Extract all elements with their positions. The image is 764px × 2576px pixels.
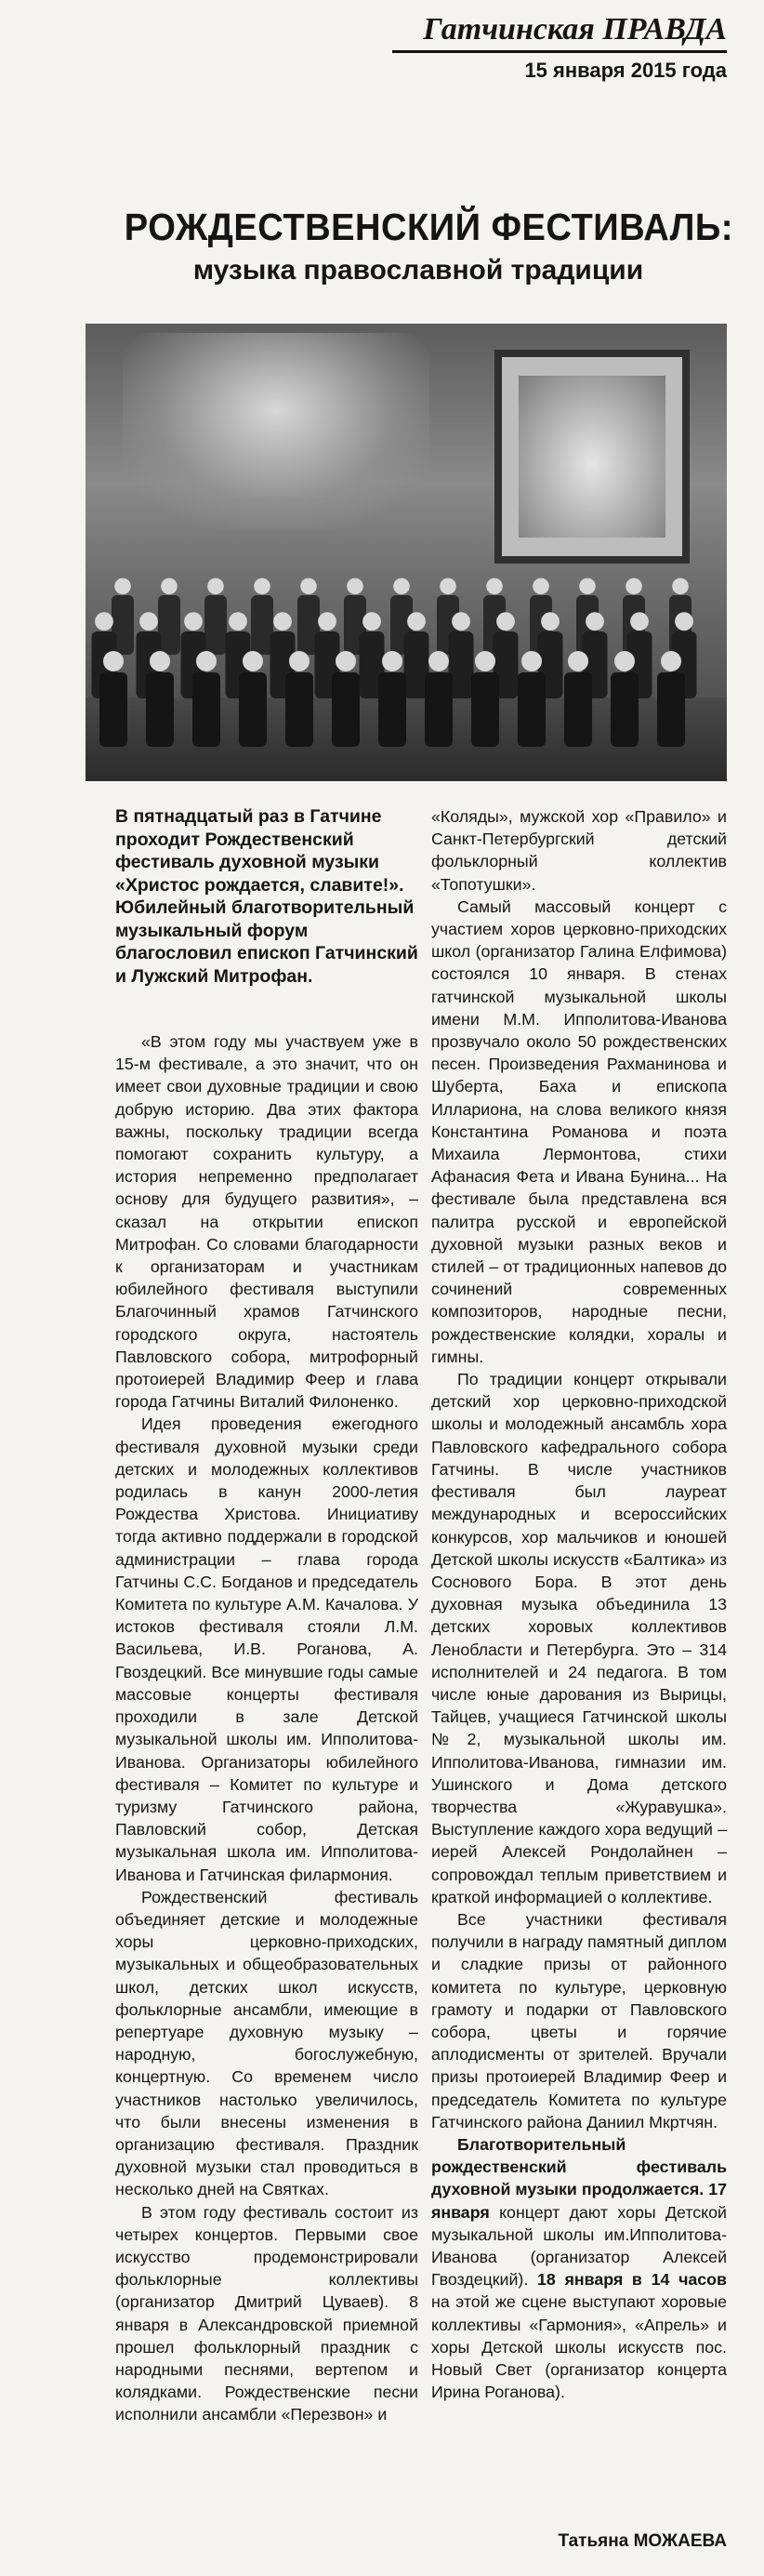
paragraph: Рождественский фестиваль объединяет детские и молодежные хоры церковно-приходских, музыкальных и общеобразовательных школ, детских школ искусств, фольклорные ансамбли, имеющие в репертуаре духовную музыку – народную, богослужебную, концертную. Со временем число участников настолько увеличилось, что были внесены изменения в организацию фестиваля. Праздник духовной музыки стал проводиться в несколько дней на Святках. (115, 1887, 418, 2199)
paragraph: Самый массовый концерт с участием хоров церковно-приходских школ (организатор Галина Елфимова) состоялся 10 января. В стенах гатчинской музыкальной школы имени М.М. Ипполитова-Иванова прозвучало около 50 рождественских песен. Произведения Рахманинова и Шуберта, Баха и епископа Иллариона, на слова великого князя Константина Романова и поэта Михаила Лермонтова, стихи Афанасия Фета и Ивана Бунина... На фестивале была представлена вся палитра русской и европейской духовной музыки разных веков и стилей – от традиционных напевов до сочинений современных композиторов, народные песни, рождественские колядки, хоралы и гимны. (431, 896, 727, 1366)
choir-figures (86, 324, 727, 781)
article-subtitle: музыка православной традиции (192, 255, 644, 285)
article-headline (102, 205, 734, 288)
paragraph: В этом году фестиваль состоит из четырех концертов. Первыми свое искусство продемонстрировали фольклорные коллективы (организатор Дмитрий Цуваев). 8 января в Александровской приемной прошел фольклорный праздник с народными песнями, вертепом и колядками. Рождественские песни исполнили ансамбли «Перезвон» и (115, 2202, 418, 2424)
paragraph: «В этом году мы участвуем уже в 15-м фестивале, а это значит, что он имеет свои духовные традиции и свою добрую историю. Два этих фактора важны, поскольку традиции всегда помогают сохранить культуру, а история непременно предполагает основу для будущего развития», – сказал на открытии епископ Митрофан. Со словами благодарности к организаторам и участникам юбилейного фестиваля выступили Благочинный храмов Гатчинского городского округа, настоятель Павловского собора, митрофорный протоиерей Владимир Феер и глава города Гатчины Виталий Филоненко. (115, 1032, 418, 1412)
newspaper-name: Гатчинская ПРАВДА (392, 11, 727, 53)
concert-info-2: на этой же сцене выступают хоровые коллективы «Гармония», «Апрель» и хоры Детской школы искусств пос. Новый Свет (организатор концерта Ирина Роганова). (431, 2292, 727, 2402)
paragraph: Все участники фестиваля получили в награду памятный диплом и сладкие призы от районного комитета по культуре, церковную грамоту и подарки от Павловского собора, цветы и горячие аплодисменты от зрителей. Вручали призы протоиерей Владимир Феер и председатель Комитета по культуре Гатчинского района Даниил Мкртчян. (431, 1909, 727, 2131)
paragraph: «Коляды», мужской хор «Правило» и Санкт-Петербургский детский фольклорный коллектив «Топотушки». (431, 807, 727, 894)
choir-photo (86, 324, 727, 781)
closing-paragraph (431, 2133, 727, 2403)
article-title: РОЖДЕСТВЕНСКИЙ ФЕСТИВАЛЬ: (124, 206, 733, 248)
masthead (392, 11, 727, 85)
article-column-right (431, 805, 727, 2403)
closing-intro: Благотворительный рождественский фестиваль духовной музыки продолжается. (431, 2134, 727, 2199)
article-column-left (115, 1030, 418, 2426)
concert-date-2: 18 января в 14 часов (537, 2270, 727, 2290)
concert-info-1: концерт дают хоры Детской музыкальной школы им.Ипполитова-Иванова (организатор Алексей Гвоздецкий). (431, 2202, 727, 2290)
issue-date: 15 января 2015 года (524, 59, 727, 82)
paragraph: Идея проведения ежегодного фестиваля духовной музыки среди детских и молодежных коллективов родилась в канун 2000-летия Рождества Христова. Инициативу тогда активно поддержали в городской администрации – глава города Гатчины С.С. Богданов и председатель Комитета по культуре А.М. Качалова. У истоков фестиваля стояли Л.М. Васильева, И.В. Роганова, А. Гвоздецкий. Все минувшие годы самые массовые концерты фестиваля проходили в зале Детской музыкальной школы им. Ипполитова-Иванова. Организаторы юбилейного фестиваля – Комитет по культуре и туризму Гатчинского района, Павловский собор, Детская музыкальная школа им. Ипполитова-Иванова и Гатчинская филармония. (115, 1414, 418, 1884)
article-lead: В пятнадцатый раз в Гатчине проходит Рождественский фестиваль духовной музыки «Христос рождается, славите!». Юбилейный благотворительный музыкальный форум благословил епископ Гатчинский и Лужский Митрофан. (115, 806, 418, 987)
author-byline: Татьяна МОЖАЕВА (558, 2531, 727, 2551)
paragraph: По традиции концерт открывали детский хор церковно-приходской школы и молодежный ансамбль хора Павловского кафедрального собора Гатчины. В числе участников фестиваля был лауреат международных и всероссийских конкурсов, хор мальчиков и юношей Детской школы искусств «Балтика» из Соснового Бора. В этот день духовная музыка объединила 13 детских хоровых коллективов Ленобласти и Петербурга. Это – 314 исполнителей и 24 педагога. В том числе юные дарования из Вырицы, Тайцев, учащиеся Гатчинской школы №2, музыкальной школы им. Ипполитова-Иванова, гимназии им. Ушинского и Дома детского творчества «Журавушка». Выступление каждого хора ведущий – иерей Алексей Рондолайнен – сопровождал теплым приветствием и краткой информацией о коллективе. (431, 1370, 727, 1906)
concert-date-1: 17 января (431, 2180, 727, 2222)
